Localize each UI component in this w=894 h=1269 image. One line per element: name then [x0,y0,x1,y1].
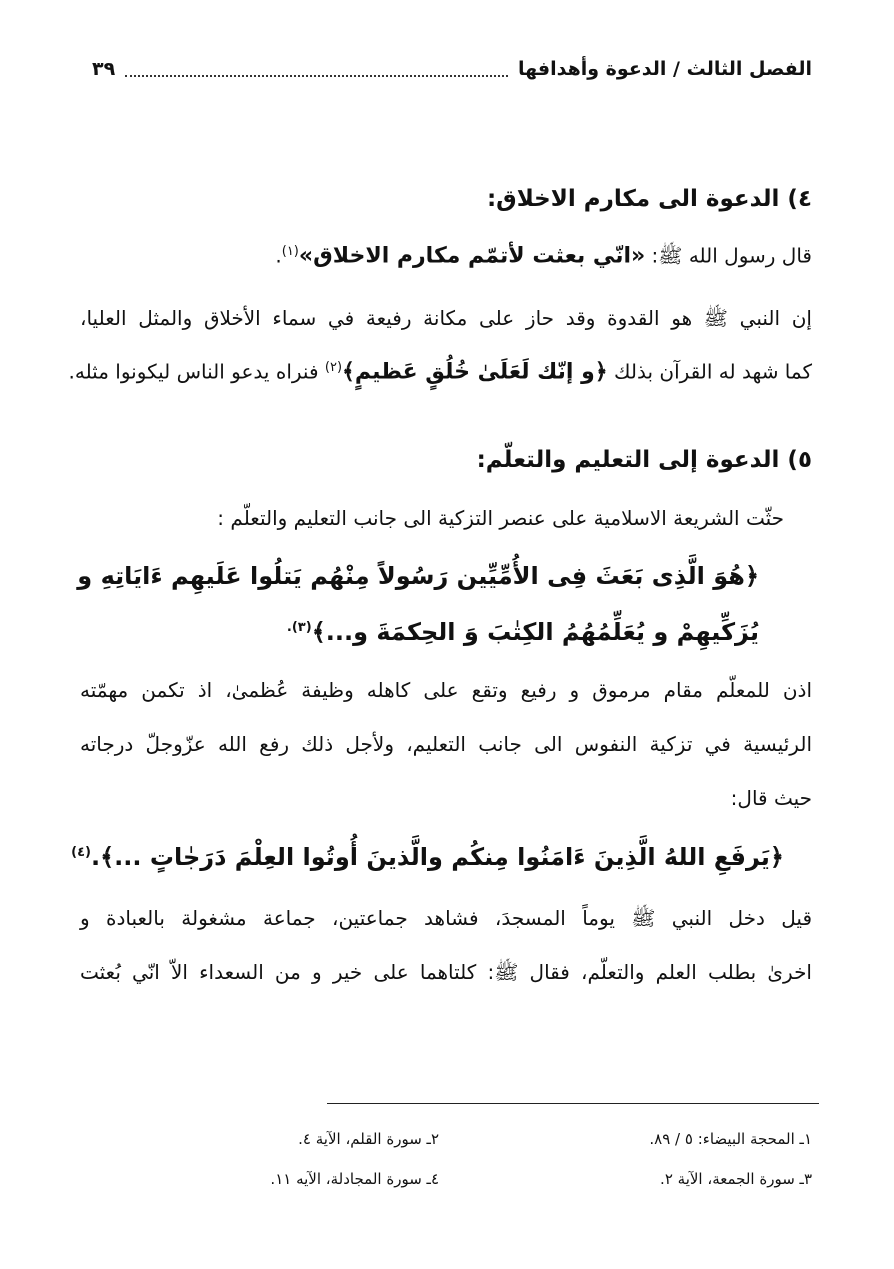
footnote-ref-1: (١) [281,244,299,259]
hadith-intro: قال رسول الله ﷺ: [645,243,812,268]
section-5-para-line-1: اذن للمعلّم مقام مرموق و رفيع وتقع على كاهله وظيفة عُظمىٰ، اذ تكمن مهمّته [80,678,812,702]
footnote-ref-2: (٢) [324,360,343,375]
footnote-4: ٤ـ سورة المجادلة، الآيه ١١. [270,1170,439,1188]
verse-jumua-line-2 [80,620,759,644]
para-text-b: فنراه يدعو الناس ليكونوا مثله. [68,359,325,384]
section-4-para-line-2 [68,359,812,385]
section-4-para-line-1: إن النبي ﷺ هو القدوة وقد حاز على مكانة رفيعة في سماء الأخلاق والمثل العليا، [80,306,812,330]
running-header [92,52,812,86]
footnote-2: ٢ـ سورة القلم، الآية ٤. [298,1130,439,1148]
section-5-para-line-3: حيث قال: [730,786,812,810]
chapter-title: الفصل الثالث / الدعوة وأهدافها [517,58,812,80]
verse-mujadala-text: ﴿يَرفَعِ اللهُ الَّذِينَ ءَامَنُوا مِنكُم والَّذينَ أُوتُوا العِلْمَ دَرَجٰاتٍ ...﴾. [90,843,784,871]
footnote-ref-3: (٣). [286,620,312,635]
footnote-1: ١ـ المحجة البيضاء: ٥ / ٨٩. [649,1130,812,1148]
verse-quote-qalam: ﴿و إنّك لَعَلَىٰ خُلُقٍ عَظيمٍ﴾ [342,359,608,385]
section-5-para-line-2: الرئيسية في تزكية النفوس الى جانب التعليم، ولأجل ذلك رفع الله عزّوجلّ درجاته [80,732,812,756]
hadith-line: قال رسول الله ﷺ: «انّي بعثت لأتمّم مكارم الاخلاق»$^{(١)}$. [275,243,812,269]
page-number: ٣٩ [92,58,116,80]
section-5-intro: حثّت الشريعة الاسلامية على عنصر التزكية الى جانب التعليم والتعلّم : [217,506,784,530]
closing-para-line-1: قيل دخل النبي ﷺ يوماً المسجدَ، فشاهد جماعتين، جماعة مشغولة بالعبادة و [80,906,812,930]
section-4-heading: ٤) الدعوة الى مكارم الاخلاق: [486,186,812,212]
hadith-quote: «انّي بعثت لأتمّم مكارم الاخلاق» [298,243,646,269]
footnote-3: ٣ـ سورة الجمعة، الآية ٢. [660,1170,812,1188]
section-5-heading: ٥) الدعوة إلى التعليم والتعلّم: [476,447,812,473]
footnote-separator [327,1103,819,1104]
verse-jumua-text: يُزَكِّيهِمْ و يُعَلِّمُهُمُ الكِتٰبَ وَ الحِكمَةَ و...﴾ [311,618,759,646]
closing-para-line-2: اخرىٰ بطلب العلم والتعلّم، فقال ﷺ: كلتاهما على خير و من السعداء الاّ انّي بُعثت [80,960,812,984]
para-text-a: كما شهد له القرآن بذلك [607,359,812,384]
verse-jumua-line-1: ﴿هُوَ الَّذِى بَعَثَ فِى الأُمِّيِّين رَسُولاً مِنْهُم يَتلُوا عَلَيهِم ءَايَاتِهِ و [77,562,759,590]
footnote-ref-4: (٤) [71,845,91,860]
header-dot-leader [125,61,508,77]
verse-mujadala [71,843,784,871]
